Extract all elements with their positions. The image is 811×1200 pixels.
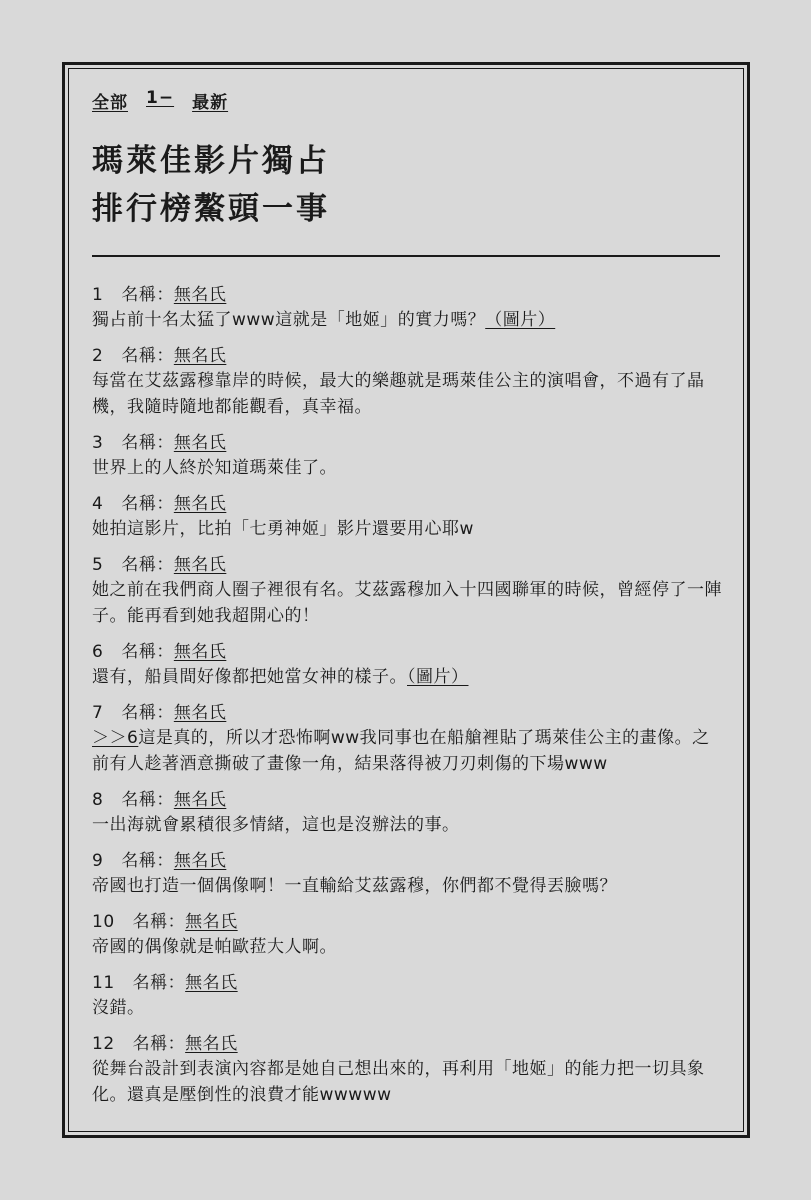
post-number: 5	[92, 555, 104, 575]
post-header	[92, 849, 722, 873]
image-link[interactable]: （圖片）	[407, 667, 469, 687]
post-author-link[interactable]: 無名氏	[173, 555, 227, 575]
post-item	[92, 344, 722, 420]
post-name-label: 名稱：	[121, 703, 174, 723]
post-author-link[interactable]: 無名氏	[173, 790, 227, 810]
post-body	[92, 1056, 722, 1108]
post-text: 她之前在我們商人圈子裡很有名。艾茲露穆加入十四國聯軍的時候，曾經停了一陣子。能再看到她我超開心的！	[92, 580, 722, 626]
thread-content	[92, 88, 722, 1119]
post-header	[92, 431, 722, 455]
nav-latest-link[interactable]: 最新	[192, 93, 229, 113]
post-body	[92, 307, 722, 333]
post-text: 世界上的人終於知道瑪萊佳了。	[92, 458, 337, 478]
post-item	[92, 492, 722, 542]
post-number: 6	[92, 642, 104, 662]
post-number: 7	[92, 703, 104, 723]
post-number: 4	[92, 494, 104, 514]
post-text: 帝國的偶像就是帕歐菈大人啊。	[92, 937, 337, 957]
post-author-link[interactable]: 無名氏	[173, 346, 227, 366]
post-text: 一出海就會累積很多情緒，這也是沒辦法的事。	[92, 815, 460, 835]
post-item	[92, 971, 722, 1021]
post-name-label: 名稱：	[121, 851, 174, 871]
post-header	[92, 910, 722, 934]
post-number: 11	[92, 973, 115, 993]
post-item	[92, 1032, 722, 1108]
post-author-link[interactable]: 無名氏	[173, 703, 227, 723]
post-number: 8	[92, 790, 104, 810]
post-item	[92, 701, 722, 777]
reply-reference-link[interactable]: ＞＞6	[92, 728, 139, 748]
post-author-link[interactable]: 無名氏	[173, 851, 227, 871]
post-body	[92, 664, 722, 690]
post-number: 9	[92, 851, 104, 871]
post-header	[92, 283, 722, 307]
post-name-label: 名稱：	[121, 285, 174, 305]
post-body	[92, 873, 722, 899]
post-text: 她拍這影片，比拍「七勇神姬」影片還要用心耶w	[92, 519, 474, 539]
thread-nav	[92, 88, 722, 113]
post-name-label: 名稱：	[132, 912, 186, 932]
post-number: 12	[92, 1034, 115, 1054]
post-author-link[interactable]: 無名氏	[173, 494, 227, 514]
post-body	[92, 812, 722, 838]
post-author-link[interactable]: 無名氏	[185, 912, 238, 932]
post-number: 2	[92, 346, 104, 366]
post-author-link[interactable]: 無名氏	[173, 285, 227, 305]
post-header	[92, 492, 722, 516]
thread-title-line1: 瑪萊佳影片獨占	[92, 143, 330, 179]
post-name-label: 名稱：	[132, 973, 186, 993]
post-body	[92, 516, 722, 542]
post-header	[92, 701, 722, 725]
post-item	[92, 640, 722, 690]
post-item	[92, 910, 722, 960]
post-item	[92, 431, 722, 481]
post-item	[92, 788, 722, 838]
thread-title-line2: 排行榜鰲頭一事	[92, 191, 330, 227]
post-header	[92, 640, 722, 664]
post-number: 1	[92, 285, 104, 305]
post-name-label: 名稱：	[132, 1034, 186, 1054]
post-name-label: 名稱：	[121, 433, 174, 453]
post-body	[92, 368, 722, 420]
post-name-label: 名稱：	[121, 494, 174, 514]
post-header	[92, 553, 722, 577]
title-divider	[92, 255, 720, 257]
post-text: 帝國也打造一個偶像啊！一直輸給艾茲露穆，你們都不覺得丟臉嗎？	[92, 876, 617, 896]
post-author-link[interactable]: 無名氏	[185, 1034, 238, 1054]
post-number: 10	[92, 912, 115, 932]
post-header	[92, 1032, 722, 1056]
post-text: 這是真的，所以才恐怖啊ww我同事也在船艙裡貼了瑪萊佳公主的畫像。之前有人趁著酒意撕破了畫像一角，結果落得被刀刃刺傷的下場www	[92, 728, 710, 774]
post-text: 沒錯。	[92, 998, 145, 1018]
post-name-label: 名稱：	[121, 555, 174, 575]
post-text: 還有，船員間好像都把她當女神的樣子。	[92, 667, 407, 687]
thread-title	[92, 137, 722, 233]
post-item	[92, 283, 722, 333]
post-author-link[interactable]: 無名氏	[173, 642, 227, 662]
post-item	[92, 553, 722, 629]
post-body	[92, 995, 722, 1021]
post-item	[92, 849, 722, 899]
post-number: 3	[92, 433, 104, 453]
post-header	[92, 971, 722, 995]
post-author-link[interactable]: 無名氏	[185, 973, 238, 993]
post-author-link[interactable]: 無名氏	[173, 433, 227, 453]
post-body	[92, 934, 722, 960]
post-header	[92, 344, 722, 368]
post-body	[92, 577, 722, 629]
nav-all-link[interactable]: 全部	[92, 93, 128, 113]
post-header	[92, 788, 722, 812]
post-name-label: 名稱：	[121, 790, 174, 810]
post-text: 獨占前十名太猛了www這就是「地姬」的實力嗎？	[92, 310, 486, 330]
nav-range-link[interactable]: 1−	[146, 88, 175, 108]
image-link[interactable]: （圖片）	[485, 310, 556, 330]
post-text: 從舞台設計到表演內容都是她自己想出來的，再利用「地姬」的能力把一切具象化。還真是壓倒性的浪費才能wwwww	[92, 1059, 705, 1105]
post-body	[92, 455, 722, 481]
post-text: 每當在艾茲露穆靠岸的時候，最大的樂趣就是瑪萊佳公主的演唱會，不過有了晶機，我隨時隨地都能觀看，真幸福。	[92, 371, 705, 417]
post-body	[92, 725, 722, 777]
post-name-label: 名稱：	[121, 642, 174, 662]
post-list	[92, 283, 722, 1108]
post-name-label: 名稱：	[121, 346, 174, 366]
